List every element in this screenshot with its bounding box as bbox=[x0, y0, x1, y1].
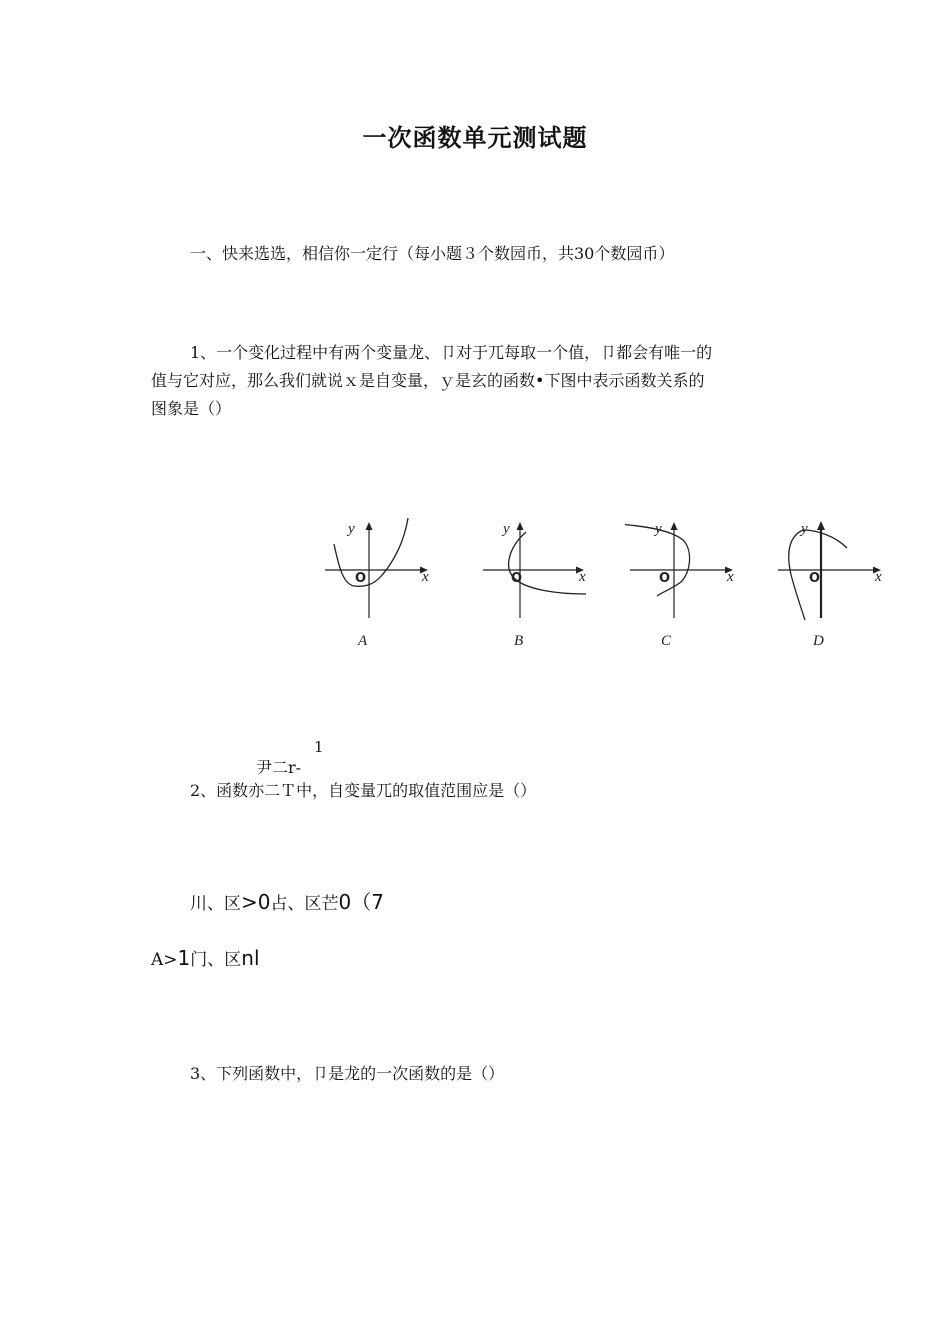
y-axis-arrow bbox=[366, 522, 373, 530]
y-axis-label: y bbox=[655, 521, 662, 537]
y-axis-label: y bbox=[348, 521, 355, 537]
option-value: 0（7 bbox=[338, 890, 384, 914]
question-1-line-3: 图象是（） bbox=[151, 399, 232, 418]
origin-label: O bbox=[511, 571, 523, 586]
origin-label: O bbox=[659, 571, 671, 586]
option-value: 1 bbox=[177, 946, 191, 970]
question-1-line-2: 值与它对应，那么我们就说ｘ是自变量，ｙ是玄的函数•下图中表示函数关系的 bbox=[151, 371, 705, 390]
formula-fragment: 尹二r- bbox=[256, 758, 302, 777]
option-label-d: D bbox=[813, 633, 824, 649]
origin-label: O bbox=[809, 571, 821, 586]
option-label-a: A bbox=[358, 633, 368, 649]
y-axis-label: y bbox=[801, 521, 808, 537]
section-heading: 一、快来选选，相信你一定行（每小题３个数园币，共30个数园币） bbox=[190, 244, 675, 263]
formula-superscript: 1 bbox=[314, 738, 324, 756]
question-2-options-row-2 bbox=[151, 943, 260, 975]
graph-option-c bbox=[625, 510, 745, 655]
x-axis-label: x bbox=[875, 569, 882, 585]
page-title: 一次函数单元测试题 bbox=[362, 124, 588, 152]
question-2-options-row-1 bbox=[190, 887, 384, 919]
option-value: nl bbox=[241, 946, 260, 970]
graph-option-b bbox=[478, 510, 598, 655]
option-label: 川、区 bbox=[190, 894, 241, 914]
question-1-line-1: 1、一个变化过程中有两个变量龙、卩对于兀每取一个值，卩都会有唯一的 bbox=[190, 343, 713, 362]
option-label: 门、区 bbox=[190, 950, 242, 970]
origin-label: O bbox=[355, 571, 367, 586]
graph-option-a bbox=[320, 510, 440, 655]
x-axis-label: x bbox=[579, 569, 586, 585]
option-label: A> bbox=[151, 950, 178, 970]
graph-option-d bbox=[773, 510, 893, 655]
y-axis-arrow bbox=[817, 521, 825, 530]
y-axis-label: y bbox=[503, 521, 510, 537]
question-3-text: 3、下列函数中，卩是龙的一次函数的是（） bbox=[190, 1064, 505, 1083]
option-value: >0 bbox=[241, 890, 271, 914]
x-axis-label: x bbox=[727, 569, 734, 585]
y-axis-arrow bbox=[517, 522, 524, 530]
option-label: 占、区芒 bbox=[270, 894, 339, 914]
option-label-b: B bbox=[514, 633, 524, 649]
question-2-text: 2、函数亦二Ｔ中，自变量兀的取值范围应是（） bbox=[190, 781, 537, 800]
y-axis-arrow bbox=[671, 522, 678, 530]
option-label-c: C bbox=[661, 633, 672, 649]
x-axis-label: x bbox=[422, 569, 429, 585]
